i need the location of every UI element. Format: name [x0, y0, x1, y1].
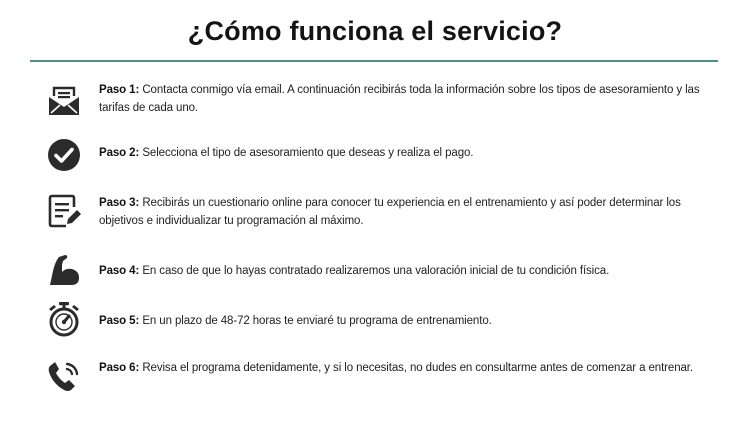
page-title: ¿Cómo funciona el servicio? [187, 16, 563, 46]
step-1-text [99, 81, 709, 117]
step-4-label: Paso 4: [99, 265, 140, 277]
step-4-description: En caso de que lo hayas contratado realizaremos una valoración inicial de tu condición física. [142, 265, 610, 277]
step-6-description: Revisa el programa detenidamente, y si lo necesitas, no dudes en consultarme antes de comenzar a entrenar. [142, 362, 693, 374]
step-2-description: Selecciona el tipo de asesoramiento que deseas y realiza el pago. [142, 147, 474, 159]
step-1-description: Contacta conmigo vía email. A continuación recibirás toda la información sobre los tipos de asesoramiento y las tarifas de cada uno. [99, 84, 700, 114]
phone-call-icon [46, 359, 82, 395]
step-1-label: Paso 1: [99, 84, 140, 96]
step-3-label: Paso 3: [99, 197, 140, 209]
form-edit-icon [46, 193, 82, 229]
envelope-icon [46, 83, 82, 119]
step-2-label: Paso 2: [99, 147, 140, 159]
flexed-arm-icon [46, 252, 82, 288]
title-divider [30, 60, 718, 62]
step-3-description: Recibirás un cuestionario online para conocer tu experiencia en el entrenamiento y así poder determinar los objetivos e individualizar tu programación al máximo. [99, 197, 681, 227]
step-3-text [99, 194, 709, 230]
step-5-description: En un plazo de 48-72 horas te enviaré tu programa de entrenamiento. [142, 315, 492, 327]
step-5-label: Paso 5: [99, 315, 140, 327]
check-circle-icon [46, 137, 82, 173]
stopwatch-icon [46, 301, 82, 337]
step-4-text [99, 262, 709, 280]
step-5-text [99, 312, 709, 330]
step-6-label: Paso 6: [99, 362, 140, 374]
step-6-text [99, 359, 709, 377]
step-2-text [99, 144, 709, 162]
